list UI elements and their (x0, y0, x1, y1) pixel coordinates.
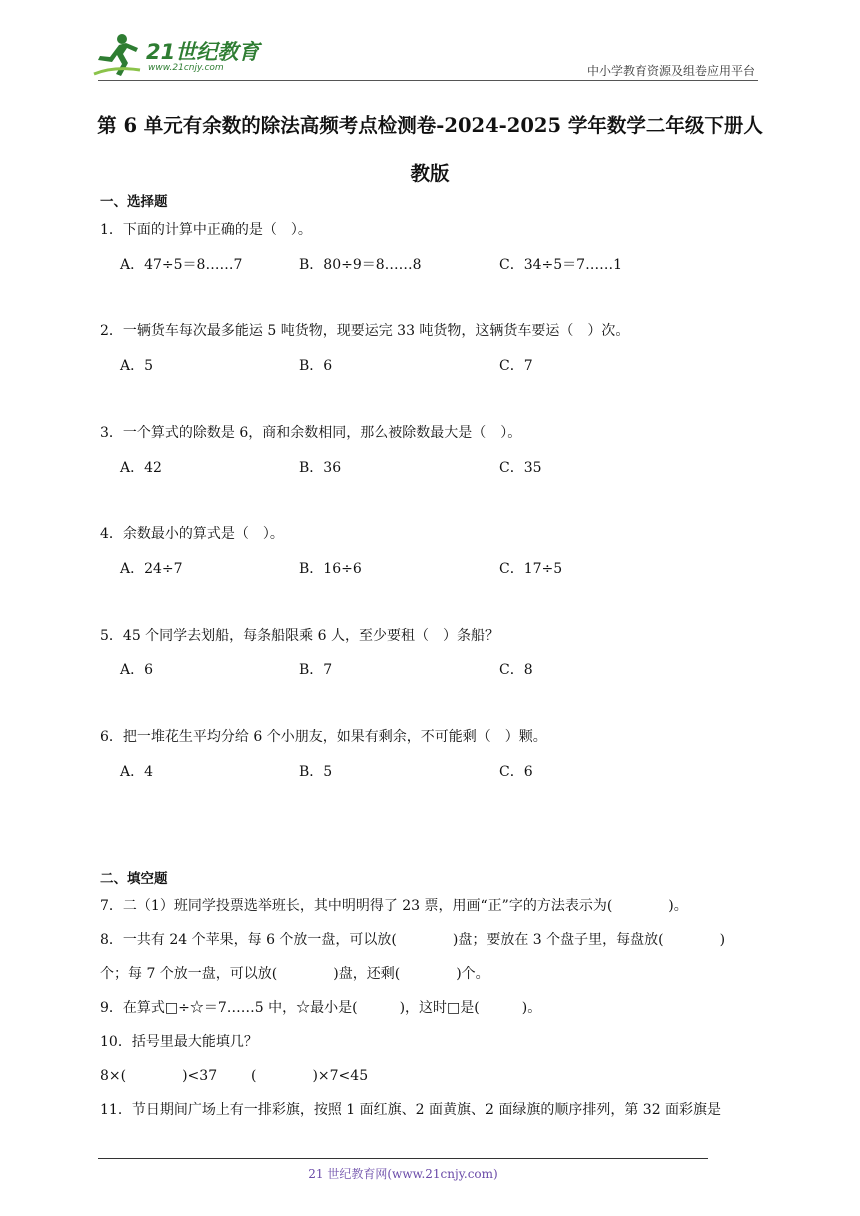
question-3-stem: 3．一个算式的除数是 6，商和余数相同，那么被除数最大是（ ）。 (100, 425, 522, 441)
question-3-option-b: B．36 (299, 460, 342, 476)
question-9: 9．在算式□÷☆＝7……5 中，☆最小是( )，这时□是( )。 (100, 1000, 542, 1016)
question-1-option-b: B．80÷9＝8……8 (299, 257, 422, 273)
footer-divider (98, 1158, 708, 1159)
question-10: 10．括号里最大能填几？ (100, 1034, 258, 1050)
question-3-option-c: C．35 (499, 460, 542, 476)
question-6-option-c: C．6 (499, 764, 533, 780)
question-10-part-b: ( )×7<45 (251, 1068, 369, 1084)
question-4-option-c: C．17÷5 (499, 561, 563, 577)
logo-text: 21世纪教育 (146, 40, 260, 64)
platform-label: 中小学教育资源及组卷应用平台 (586, 64, 755, 78)
question-6-option-a: A．4 (120, 764, 154, 780)
question-1-option-c: C．34÷5＝7……1 (499, 257, 622, 273)
question-4-stem: 4．余数最小的算式是（ ）。 (100, 526, 284, 542)
question-5-option-a: A．6 (120, 662, 154, 678)
section-heading-fill: 二、填空题 (100, 871, 168, 887)
question-2-option-b: B．6 (299, 358, 333, 374)
question-8-line-2: 个；每 7 个放一盘，可以放( )盘，还剩( )个。 (100, 966, 490, 982)
question-5-option-b: B．7 (299, 662, 333, 678)
question-2-option-c: C．7 (499, 358, 533, 374)
section-heading-choice: 一、选择题 (100, 194, 168, 210)
logo-url: www.21cnjy.com (148, 63, 224, 73)
page-title: 第 6 单元有余数的除法高频考点检测卷-2024-2025 学年数学二年级下册人教版 (97, 114, 763, 185)
question-2-option-a: A．5 (120, 358, 154, 374)
question-10-part-a: 8×( )<37 (100, 1068, 218, 1084)
runner-logo-icon (92, 30, 144, 80)
question-4-option-a: A．24÷7 (120, 561, 183, 577)
header-divider (98, 80, 758, 81)
question-1-option-a: A．47÷5＝8……7 (120, 257, 243, 273)
question-3-option-a: A．42 (120, 460, 162, 476)
page-footer: 21 世纪教育网(www.21cnjy.com) (308, 1167, 498, 1181)
question-1-stem: 1．下面的计算中正确的是（ ）。 (100, 222, 312, 238)
question-8-line-1: 8．一共有 24 个苹果，每 6 个放一盘，可以放( )盘；要放在 3 个盘子里，每盘放( ) (100, 932, 726, 948)
question-2-stem: 2．一辆货车每次最多能运 5 吨货物，现要运完 33 吨货物，这辆货车要运（ ）次。 (100, 323, 630, 339)
page-header (0, 0, 860, 90)
site-logo (92, 30, 262, 80)
question-6-option-b: B．5 (299, 764, 333, 780)
question-5-stem: 5．45 个同学去划船，每条船限乘 6 人，至少要租（ ）条船？ (100, 628, 499, 644)
question-5-option-c: C．8 (499, 662, 533, 678)
question-7: 7．二（1）班同学投票选举班长，其中明明得了 23 票，用画“正”字的方法表示为( )。 (100, 898, 688, 914)
question-4-option-b: B．16÷6 (299, 561, 362, 577)
question-6-stem: 6．把一堆花生平均分给 6 个小朋友，如果有剩余，不可能剩（ ）颗。 (100, 729, 547, 745)
question-11: 11．节日期间广场上有一排彩旗，按照 1 面红旗、2 面黄旗、2 面绿旗的顺序排列，第 32 面彩旗是 (100, 1102, 722, 1118)
